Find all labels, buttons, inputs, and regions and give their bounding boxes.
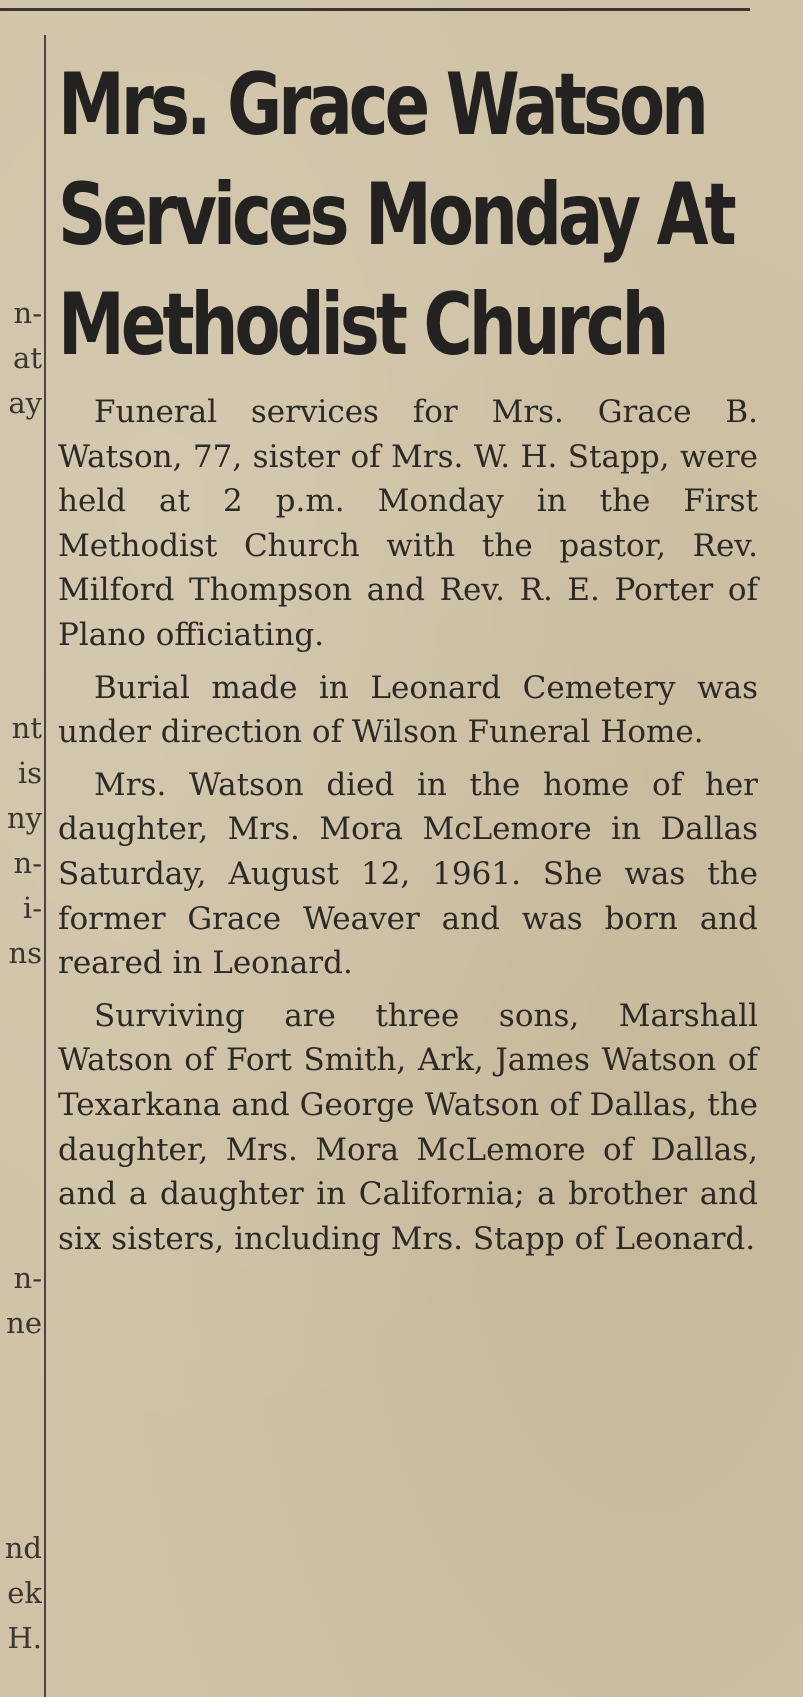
adjacent-fragment: ek — [7, 1576, 42, 1610]
column-rule — [44, 35, 46, 1697]
adjacent-fragment: n- — [13, 1261, 42, 1295]
headline-line: Mrs. Grace Watson — [58, 55, 706, 155]
adjacent-fragment: n- — [13, 296, 42, 330]
obituary-article — [58, 50, 758, 1257]
paragraph-death: Mrs. Watson died in the home of her daughter, Mrs. Mora McLemore in Dallas Saturday, August 12, 1961. She was the former Grace Weaver and was born and reared in Leonard. — [58, 766, 758, 982]
paragraph-burial: Burial made in Leonard Cemetery was under direction of Wilson Funeral Home. — [58, 669, 758, 751]
article-body — [58, 390, 758, 1269]
adjacent-column — [0, 0, 42, 1697]
adjacent-fragment: ay — [8, 386, 42, 420]
adjacent-fragment: ny — [6, 801, 42, 835]
top-rule — [0, 8, 750, 11]
headline — [58, 50, 760, 380]
adjacent-fragment: nd — [4, 1531, 42, 1565]
headline-line: Methodist Church — [58, 275, 666, 375]
adjacent-fragment: i- — [22, 891, 42, 925]
adjacent-fragment: ns — [8, 936, 42, 970]
adjacent-fragment: is — [17, 756, 42, 790]
headline-line: Services Monday At — [58, 165, 733, 265]
adjacent-fragment: H. — [7, 1621, 42, 1655]
adjacent-fragment: nt — [11, 711, 42, 745]
paragraph-services: Funeral services for Mrs. Grace B. Watson, 77, sister of Mrs. W. H. Stapp, were held at 2 p.m. Monday in the First Methodist Church with the pastor, Rev. Milford Thompson and Rev. R. E. Porter of Plano officiating. — [58, 394, 758, 653]
adjacent-fragment: ne — [6, 1306, 42, 1340]
adjacent-fragment: at — [13, 341, 42, 375]
paragraph-survivors: Surviving are three sons, Marshall Watson of Fort Smith, Ark, James Watson of Texarkana and George Watson of Dallas, the daughter, Mrs. Mora McLemore of Dallas, and a daughter in California; a brother and six sisters, including Mrs. Stapp of Leonard. — [58, 997, 758, 1257]
adjacent-fragment: n- — [13, 846, 42, 880]
